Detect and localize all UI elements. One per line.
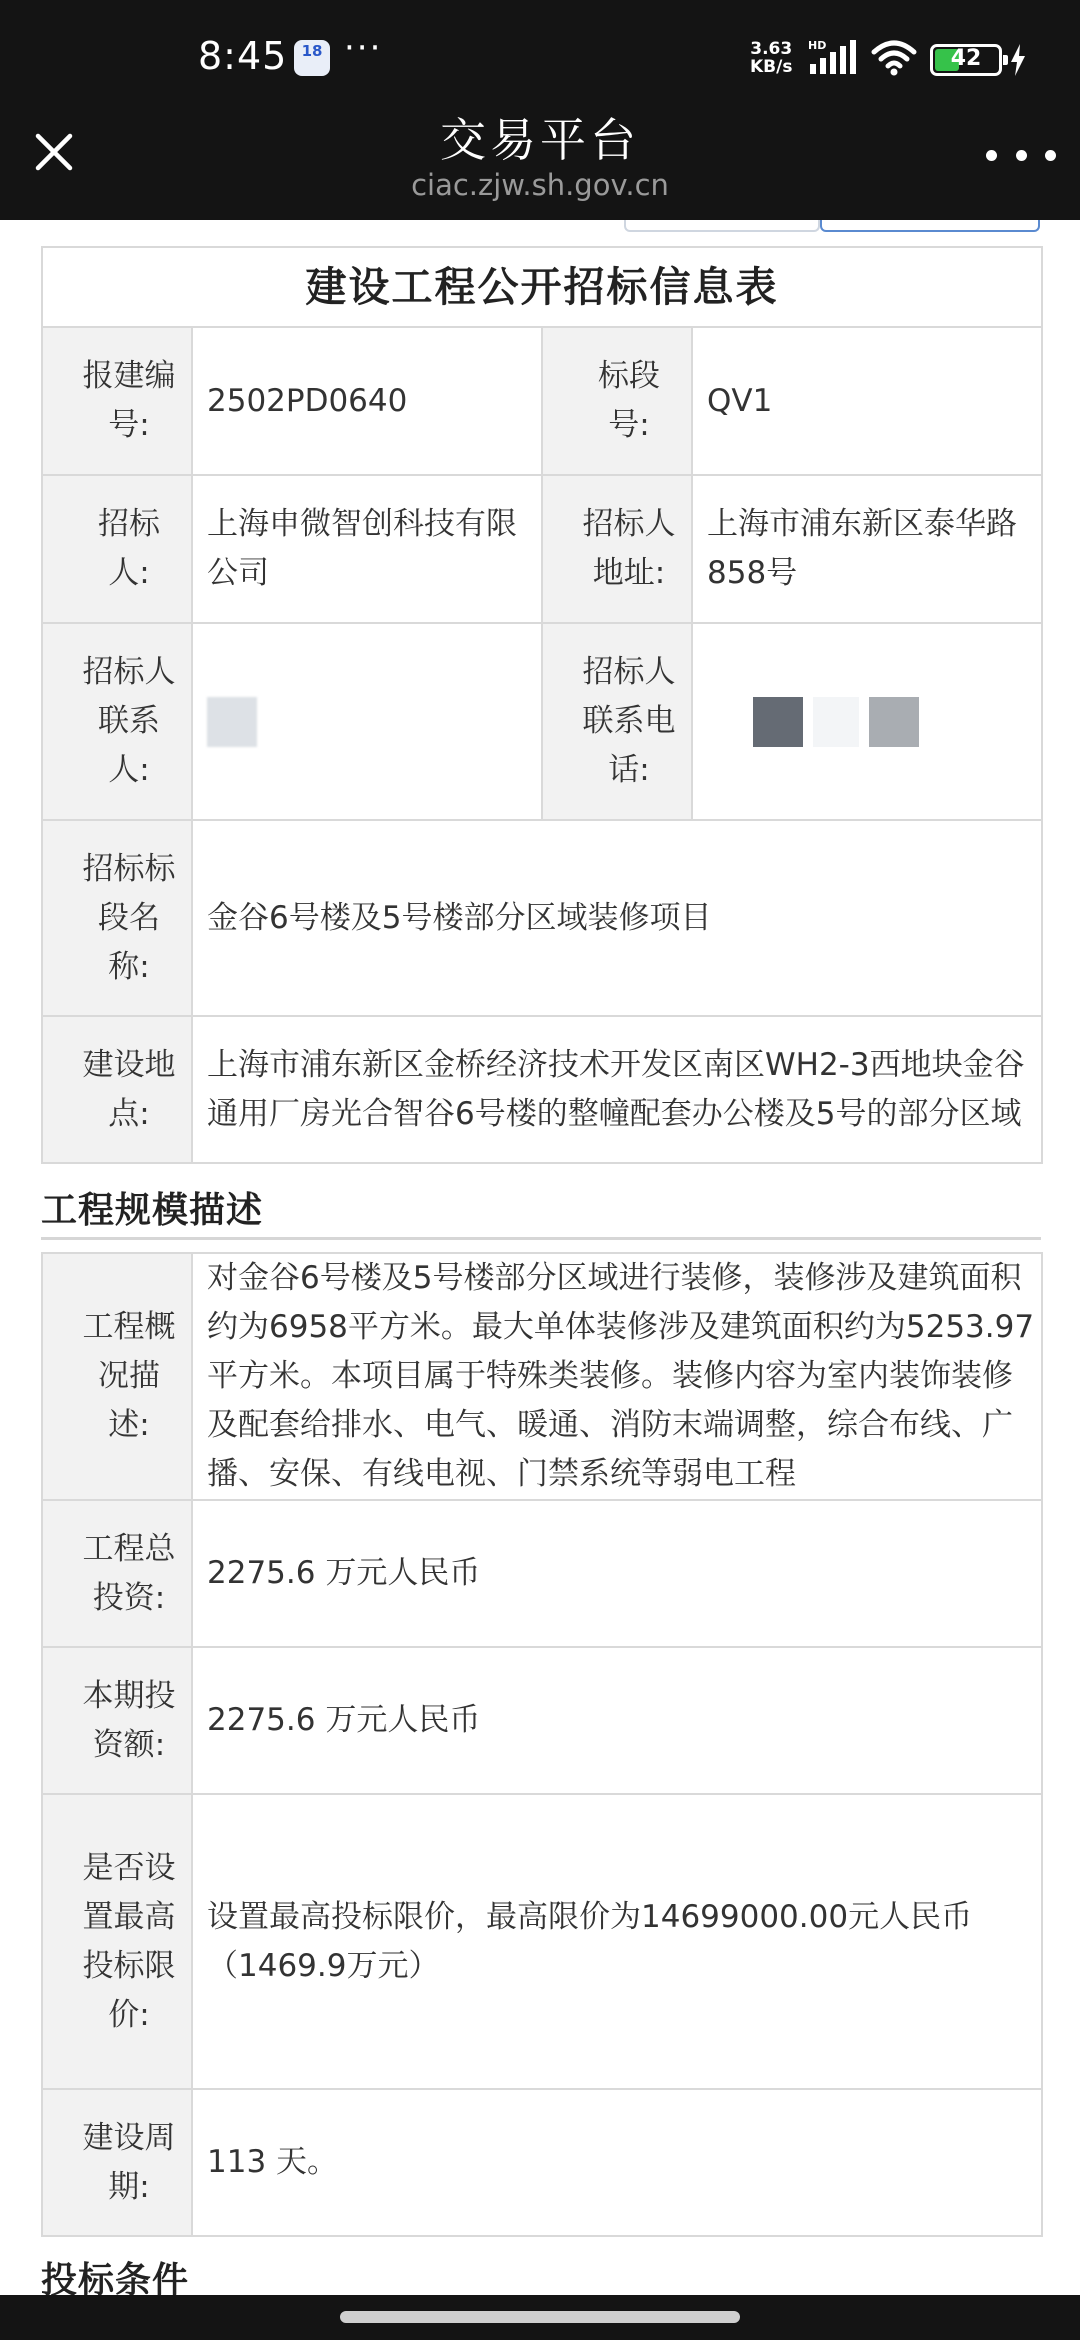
menu-dot: [1045, 150, 1056, 161]
wifi-icon: [870, 38, 918, 76]
tenderer-address-value: 上海市浦东新区泰华路858号: [692, 475, 1042, 623]
duration-value: 113 天。: [192, 2089, 1042, 2236]
page-url: ciac.zjw.sh.gov.cn: [411, 168, 669, 202]
total-investment-value: 2275.6 万元人民币: [192, 1500, 1042, 1647]
redacted-phone-part: [869, 697, 919, 747]
contact-phone-value: [692, 623, 1042, 820]
current-investment-label: 本期投资额:: [42, 1647, 192, 1794]
previous-element-edge: [624, 220, 820, 232]
more-notifications-indicator: ···: [344, 28, 383, 68]
tenderer-address-label: 招标人地址:: [542, 475, 692, 623]
redacted-phone-part: [813, 697, 859, 747]
battery-icon: [930, 44, 1002, 76]
svg-text:HD: HD: [808, 39, 827, 52]
more-options-icon[interactable]: [986, 140, 1056, 170]
app-header: [0, 100, 1080, 220]
network-speed: [750, 40, 792, 76]
location-value: 上海市浦东新区金桥经济技术开发区南区WH2-3西地块金谷通用厂房光合智谷6号楼的整幢配套办公楼及5号的部分区域: [192, 1016, 1042, 1163]
overview-value: 对金谷6号楼及5号楼部分区域进行装修，装修涉及建筑面积约为6958平方米。最大单体装修涉及建筑面积约为5253.97平方米。本项目属于特殊类装修。装修内容为室内装饰装修及配套给排水、电气、暖通、消防末端调整，综合布线、广播、安保、有线电视、门禁系统等弱电工程: [192, 1253, 1042, 1500]
registration-no-label: 报建编号:: [42, 327, 192, 475]
menu-dot: [986, 150, 997, 161]
section-no-value: QV1: [692, 327, 1042, 475]
scale-section-heading: 工程规模描述: [41, 1182, 1041, 1240]
previous-button-edge: [820, 220, 1040, 232]
menu-dot: [1016, 150, 1027, 161]
section-no-label: 标段号:: [542, 327, 692, 475]
overview-label: 工程概况描述:: [42, 1253, 192, 1500]
network-speed-value: 3.63: [750, 39, 793, 59]
max-price-label: 是否设置最高投标限价:: [42, 1794, 192, 2089]
redacted-contact-name: [207, 697, 257, 747]
page-content[interactable]: [0, 220, 1080, 2295]
section-name-value: 金谷6号楼及5号楼部分区域装修项目: [192, 820, 1042, 1016]
contact-phone-label: 招标人联系电话:: [542, 623, 692, 820]
max-price-value: 设置最高投标限价，最高限价为14699000.00元人民币（1469.9万元）: [192, 1794, 1042, 2089]
tenderer-label: 招标人:: [42, 475, 192, 623]
redacted-phone-part: [753, 697, 803, 747]
notification-badge-icon: 18: [294, 40, 330, 76]
system-navigation-bar: [0, 2295, 1080, 2340]
charging-bolt-icon: [1010, 44, 1026, 76]
network-speed-unit: KB/s: [750, 57, 793, 77]
contact-person-value: [192, 623, 542, 820]
tender-table-title: 建设工程公开招标信息表: [42, 247, 1042, 327]
status-time: 8:45: [198, 34, 288, 78]
status-bar: [0, 0, 1080, 100]
section-name-label: 招标标段名称:: [42, 820, 192, 1016]
contact-person-label: 招标人联系人:: [42, 623, 192, 820]
location-label: 建设地点:: [42, 1016, 192, 1163]
project-scale-table: [41, 1252, 1043, 2237]
home-gesture-handle[interactable]: [340, 2311, 740, 2323]
tenderer-value: 上海申微智创科技有限公司: [192, 475, 542, 623]
registration-no-value: 2502PD0640: [192, 327, 542, 475]
tender-info-table: [41, 246, 1043, 1164]
cellular-signal-icon: [806, 38, 858, 76]
page-title: 交易平台: [440, 113, 640, 167]
bid-conditions-heading: 投标条件: [41, 2260, 190, 2295]
current-investment-value: 2275.6 万元人民币: [192, 1647, 1042, 1794]
duration-label: 建设周期:: [42, 2089, 192, 2236]
battery-percentage: 42: [950, 46, 982, 71]
total-investment-label: 工程总投资:: [42, 1500, 192, 1647]
